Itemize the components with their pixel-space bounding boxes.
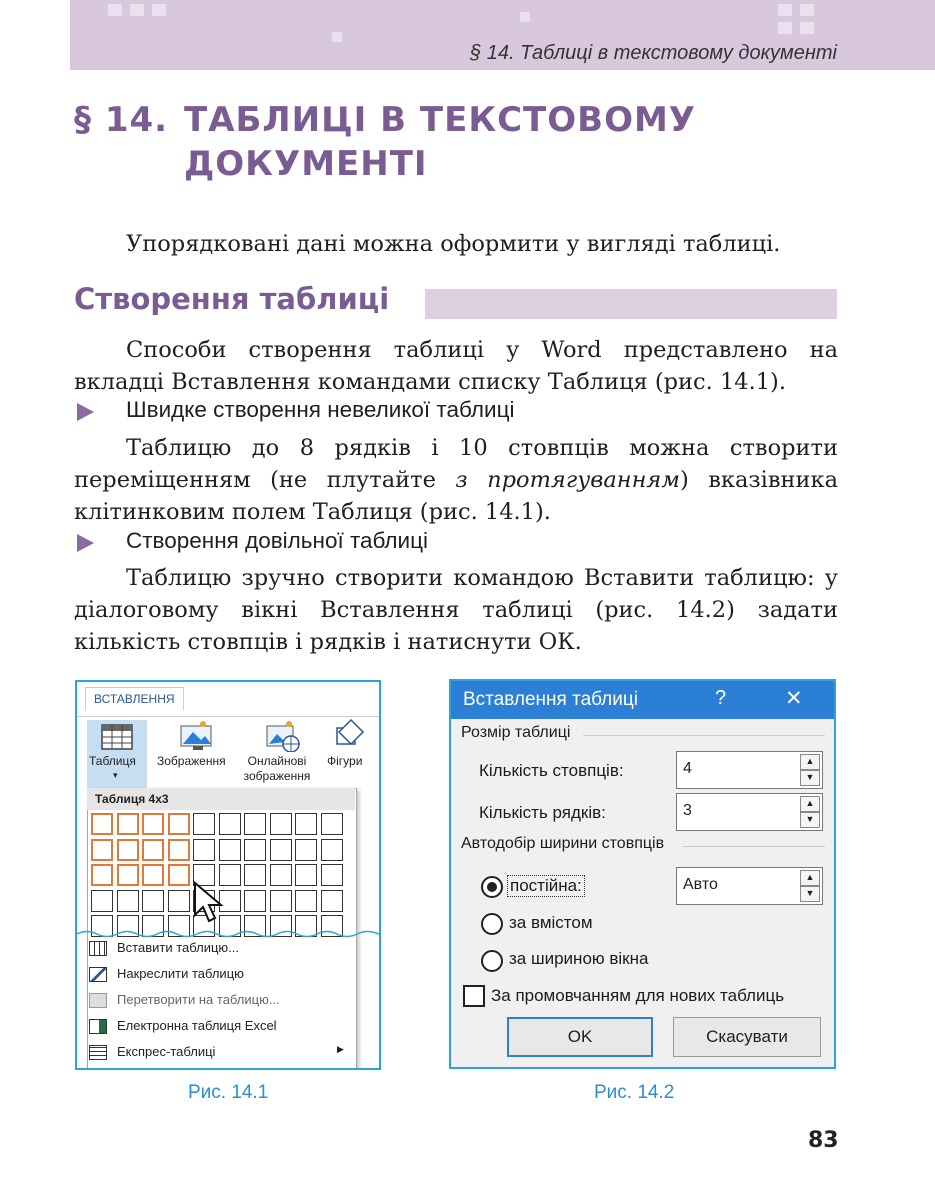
figure-14-1-caption: Рис. 14.1	[188, 1082, 269, 1103]
pencil-icon	[89, 967, 107, 982]
paragraph-1: Способи створення таблиці у Word представлено на вкладці Вставлення командами списку Таблиця (рис. 14.1).	[74, 337, 838, 395]
insert-table-icon	[89, 941, 107, 956]
section-heading-bar	[425, 289, 837, 319]
columns-label: Кількість стовпців:	[479, 761, 624, 780]
paragraph-2-a: Таблицю до 8 рядків і 10 стовпців можна створити переміщенням (не плутайте	[74, 435, 838, 493]
tab-vstavlennia[interactable]: ВСТАВЛЕННЯ	[85, 687, 184, 711]
grid-cell[interactable]	[91, 839, 113, 861]
pictures-button-label[interactable]: Зображення	[157, 754, 226, 768]
shapes-icon	[331, 718, 367, 750]
grid-cell[interactable]	[295, 839, 317, 861]
paragraph-2-b: ) вказівника клітинковим полем Таблиця (рис. 14.1).	[74, 467, 838, 525]
radio-dot	[487, 882, 497, 892]
decor-square	[520, 12, 530, 22]
grid-cell[interactable]	[193, 839, 215, 861]
page-title	[74, 98, 696, 186]
group-line	[583, 735, 825, 736]
grid-cell[interactable]	[142, 813, 164, 835]
fixed-width-spin[interactable]	[800, 870, 820, 902]
columns-value: 4	[683, 760, 692, 777]
submenu-arrow-icon: ▶	[337, 1044, 344, 1054]
help-icon[interactable]: ?	[715, 687, 727, 709]
grid-cell[interactable]	[270, 813, 292, 835]
bullet-arrow-icon	[77, 403, 94, 421]
ok-button[interactable]: OK	[507, 1017, 653, 1057]
radio-fixed-label[interactable]: постійна:	[507, 875, 585, 897]
table-button-label: Таблиця	[89, 754, 136, 768]
menu-convert-table[interactable]	[89, 992, 280, 1008]
grid-cell[interactable]	[91, 864, 113, 886]
paragraph-2	[74, 432, 838, 528]
grid-cell[interactable]	[117, 890, 139, 912]
spin-down-icon[interactable]: ▼	[800, 812, 820, 828]
grid-cell[interactable]	[244, 813, 266, 835]
rows-value: 3	[683, 802, 692, 819]
decor-square	[778, 4, 792, 16]
spin-down-icon[interactable]: ▼	[800, 770, 820, 786]
page-number: 83	[808, 1128, 839, 1153]
spin-up-icon[interactable]: ▲	[800, 754, 820, 770]
grid-cell[interactable]	[168, 813, 190, 835]
group-autofit: Автодобір ширини стовпців	[461, 835, 665, 852]
grid-cell[interactable]	[117, 839, 139, 861]
convert-table-icon	[89, 993, 107, 1008]
paragraph-2-emphasis: з протягуванням	[455, 467, 680, 493]
grid-cell[interactable]	[168, 839, 190, 861]
title-line-1: ТАБЛИЦІ В ТЕКСТОВОМУ	[184, 100, 697, 140]
radio-window-label[interactable]: за шириною вікна	[509, 949, 649, 968]
fixed-width-value: Авто	[683, 876, 718, 893]
grid-cell[interactable]	[142, 864, 164, 886]
grid-cell[interactable]	[142, 890, 164, 912]
grid-cell[interactable]	[193, 813, 215, 835]
radio-content-label[interactable]: за вмістом	[509, 913, 593, 932]
fixed-width-stepper[interactable]	[676, 867, 823, 905]
default-checkbox-label[interactable]: За промовчанням для нових таблиць	[491, 986, 785, 1005]
rows-spin[interactable]	[800, 796, 820, 828]
grid-cell[interactable]	[270, 839, 292, 861]
decor-square	[800, 4, 814, 16]
picture-icon	[179, 720, 217, 752]
grid-cell[interactable]	[295, 890, 317, 912]
columns-spin[interactable]	[800, 754, 820, 786]
group-line	[683, 846, 825, 847]
decor-square	[152, 4, 166, 16]
spin-up-icon[interactable]: ▲	[800, 870, 820, 886]
menu-excel-table-label: Електронна таблиця Excel	[117, 1018, 277, 1033]
menu-quick-tables-label: Експрес-таблиці	[117, 1044, 216, 1059]
radio-fixed[interactable]	[481, 876, 503, 898]
grid-cell[interactable]	[321, 864, 343, 886]
grid-cell[interactable]	[142, 839, 164, 861]
grid-cell[interactable]	[244, 864, 266, 886]
menu-draw-table-label: Накреслити таблицю	[117, 966, 244, 981]
ribbon-divider	[77, 716, 379, 717]
bullet-2: Створення довільної таблиці	[126, 528, 428, 553]
grid-cell[interactable]	[219, 813, 241, 835]
section-heading: Створення таблиці	[74, 282, 390, 316]
grid-cell[interactable]	[91, 813, 113, 835]
rows-label: Кількість рядків:	[479, 803, 606, 822]
online-pictures-icon	[265, 720, 303, 752]
chevron-down-icon: ▾	[113, 770, 118, 780]
grid-cell[interactable]	[295, 864, 317, 886]
grid-cell[interactable]	[117, 864, 139, 886]
columns-stepper[interactable]	[676, 751, 823, 789]
quick-tables-icon	[89, 1045, 107, 1060]
online-pictures-button-label[interactable]: Онлайнові зображення	[243, 754, 311, 783]
figure-14-1	[75, 680, 381, 1070]
menu-insert-table-label: Вставити таблицю...	[117, 940, 239, 955]
torn-edge	[77, 928, 379, 940]
grid-title: Таблиця 4x3	[95, 792, 169, 806]
dialog-title: Вставлення таблиці	[463, 689, 638, 710]
paragraph-3: Таблицю зручно створити командою Вставити таблицю: у діалоговому вікні Вставлення таблиці (рис. 14.2) задати кількість стовпців і рядків і натиснути ОК.	[74, 565, 838, 655]
bullet-1: Швидке створення невеликої таблиці	[126, 397, 515, 422]
rows-stepper[interactable]	[676, 793, 823, 831]
close-icon[interactable]: ✕	[785, 687, 803, 710]
grid-cell[interactable]	[270, 864, 292, 886]
bullet-arrow-icon	[77, 534, 94, 552]
default-checkbox[interactable]	[463, 985, 485, 1007]
grid-cell[interactable]	[219, 839, 241, 861]
grid-cell[interactable]	[244, 839, 266, 861]
menu-draw-table[interactable]	[89, 966, 244, 982]
grid-cell[interactable]	[321, 839, 343, 861]
decor-square	[800, 22, 814, 34]
section-number: § 14.	[74, 100, 169, 140]
grid-cell[interactable]	[295, 813, 317, 835]
grid-cell[interactable]	[321, 813, 343, 835]
menu-insert-table[interactable]	[89, 940, 239, 956]
shapes-button-label[interactable]: Фігури	[327, 754, 363, 768]
menu-excel-table[interactable]	[89, 1018, 277, 1034]
decor-square	[130, 4, 144, 16]
figure-14-2-caption: Рис. 14.2	[594, 1082, 675, 1103]
decor-square	[778, 22, 792, 34]
decor-square	[108, 4, 122, 16]
grid-cell[interactable]	[168, 890, 190, 912]
grid-cell[interactable]	[117, 813, 139, 835]
excel-icon	[89, 1019, 107, 1034]
grid-cell[interactable]	[91, 890, 113, 912]
group-table-size: Розмір таблиці	[461, 724, 571, 741]
grid-cell[interactable]	[270, 890, 292, 912]
table-icon	[101, 724, 133, 750]
radio-window[interactable]	[481, 950, 503, 972]
spin-down-icon[interactable]: ▼	[800, 886, 820, 902]
grid-cell[interactable]	[168, 864, 190, 886]
menu-convert-table-label: Перетворити на таблицю...	[117, 992, 280, 1007]
spin-up-icon[interactable]: ▲	[800, 796, 820, 812]
menu-quick-tables[interactable]	[89, 1044, 344, 1060]
title-line-2: ДОКУМЕНТІ	[184, 144, 428, 184]
cursor-arrow-icon	[193, 881, 227, 925]
running-title: § 14. Таблиці в текстовому документі	[470, 42, 837, 64]
intro-paragraph: Упорядковані дані можна оформити у вигляді таблиці.	[126, 231, 781, 257]
cancel-button[interactable]: Скасувати	[673, 1017, 821, 1057]
decor-square	[332, 32, 342, 42]
figure-14-2-dialog	[449, 679, 836, 1069]
grid-cell[interactable]	[321, 890, 343, 912]
radio-content[interactable]	[481, 913, 503, 935]
grid-cell[interactable]	[244, 890, 266, 912]
